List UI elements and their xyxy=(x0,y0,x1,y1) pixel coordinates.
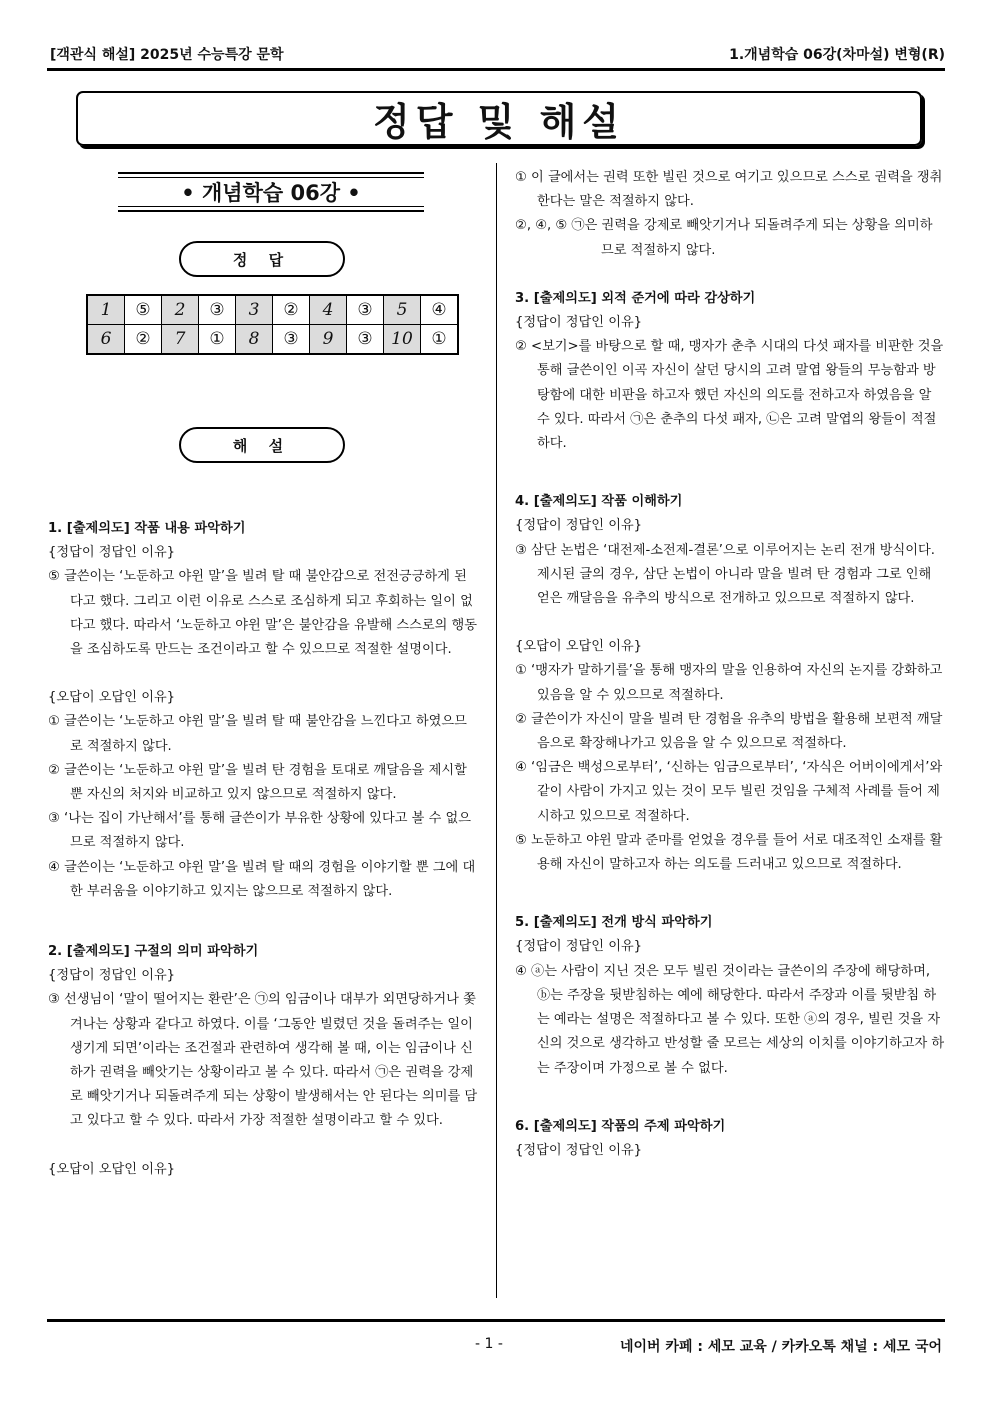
question-number: 2 xyxy=(162,295,199,325)
question-number: 1 xyxy=(87,295,125,325)
q4-correct-label: {정답이 정답인 이유} xyxy=(515,518,643,534)
q4-wrong-1: ① ‘맹자가 말하기를’을 통해 맹자의 말을 인용하여 자신의 논지를 강화하고 있음을 알 수 있으므로 적절하다. xyxy=(515,663,943,703)
q4-heading: 4. [출제의도] 작품 이해하기 xyxy=(515,494,683,510)
column-divider xyxy=(496,163,497,1298)
answer-value: ③ xyxy=(199,295,236,325)
q2-correct-3: ③ 선생님이 ‘말이 떨어지는 환란’은 ㉠의 임금이나 대부가 외면당하거나 쫓겨나는 상황과 같다고 하였다. 이를 ‘그동안 빌렸던 것을 돌려주는 일이 생기게 되면’이라는 조건절과 관련하여 생각해 볼 때, 이는 임금이나 신하가 권력을 빼앗기는 상황이라고 볼 수 있다. 따라서 ㉠은 권력을 강제로 빼앗기거나 되돌려주게 되는 상황이 발생해서는 안 된다는 의미를 담고 있다고 할 수 있다. 따라서 가장 적절한 설명이라고 할 수 있다. xyxy=(48,992,478,1129)
q2-wrong-label: {오답이 오답인 이유} xyxy=(48,1161,176,1177)
page-number: - 1 - xyxy=(475,1336,503,1352)
q4-correct-3: ③ 삼단 논법은 ‘대전제-소전제-결론’으로 이루어지는 논리 전개 방식이다. 제시된 글의 경우, 삼단 논법이 아니라 말을 빌려 탄 경험과 그로 인해 얻은 깨달음을 유추의 방식으로 전개하고 있으므로 적절하지 않다. xyxy=(515,542,935,607)
q4-wrong-2: ② 글쓴이가 자신이 말을 빌려 탄 경험을 유추의 방법을 활용해 보편적 깨달음으로 확장해나가고 있음을 알 수 있으므로 적절하다. xyxy=(515,711,943,752)
q1-wrong-label: {오답이 오답인 이유} xyxy=(48,690,176,706)
q2-wrong-245: ②, ④, ⑤ ㉠은 권력을 강제로 빼앗기거나 되돌려주게 되는 상황을 의미하므로 적절하지 않다. xyxy=(515,218,933,258)
q1-heading: 1. [출제의도] 작품 내용 파악하기 xyxy=(48,521,246,536)
q1-correct-5: ⑤ 글쓴이는 ‘노둔하고 야윈 말’을 빌려 탈 때 불안감으로 전전긍긍하게 된다고 했다. 그리고 이런 이유로 스스로 조심하게 되고 후회하는 일이 없다고 했다. 따라서 ‘노둔하고 야윈 말’은 불안감을 유발해 스스로의 행동을 조심하도록 만드는 조건이라고 할 수 있으므로 적절한 설명이다. xyxy=(48,569,477,658)
answer-value: ⑤ xyxy=(125,295,162,325)
q5-heading: 5. [출제의도] 전개 방식 파악하기 xyxy=(515,915,713,931)
explain-label: 해 설 xyxy=(179,427,345,463)
question-number: 7 xyxy=(162,325,199,355)
answer-row xyxy=(87,295,458,325)
q4-wrong-label: {오답이 오답인 이유} xyxy=(515,639,643,655)
q4-wrong-5: ⑤ 노둔하고 야윈 말과 준마를 얻었을 경우를 들어 서로 대조적인 소재를 활용해 자신이 말하고자 하는 의도를 드러내고 있으므로 적절하다. xyxy=(515,832,943,873)
answer-value: ③ xyxy=(347,295,384,325)
top-rule xyxy=(47,68,945,71)
q5-correct-4: ④ ⓐ는 사람이 지닌 것은 모두 빌린 것이라는 글쓴이의 주장에 해당하며, ⓑ는 주장을 뒷받침하는 예에 해당한다. 따라서 주장과 이를 뒷받침 하는 예라는 설명은 적절하다고 볼 수 있다. 또한 ⓐ의 경우, 빌린 것을 자신의 것으로 생각하고 반성할 줄 모르는 세상의 이치를 이야기하고자 하는 주장이며 가정으로 볼 수 없다. xyxy=(515,963,945,1076)
q1-wrong-3: ③ ‘나는 집이 가난해서’를 통해 글쓴이가 부유한 상황에 있다고 볼 수 없으므로 적절하지 않다. xyxy=(48,811,472,851)
q1-wrong-4: ④ 글쓴이는 ‘노둔하고 야윈 말’을 빌려 탈 때의 경험을 이야기할 뿐 그에 대한 부러움을 이야기하고 있지는 않으므로 적절하지 않다. xyxy=(48,859,476,899)
q3-correct-2: ② <보기>를 바탕으로 할 때, 맹자가 춘추 시대의 다섯 패자를 비판한 것을 통해 글쓴이인 이곡 자신이 살던 당시의 고려 말엽 왕들의 무능함과 방탕함에 대한 비판을 하고자 했던 자신의 의도를 전하고자 하였음을 알 수 있다. 따라서 ㉠은 춘추의 다섯 패자, ㉡은 고려 말엽의 왕들이 적절하다. xyxy=(515,339,944,452)
q6-heading: 6. [출제의도] 작품의 주제 파악하기 xyxy=(515,1118,726,1134)
answer-row xyxy=(87,325,458,355)
q6-correct-label: {정답이 정답인 이유} xyxy=(515,1142,643,1158)
title-box xyxy=(76,91,922,146)
answer-table xyxy=(86,294,459,355)
answer-value: ④ xyxy=(421,295,459,325)
left-column xyxy=(48,517,478,1182)
question-number: 5 xyxy=(384,295,421,325)
answer-value: ① xyxy=(421,325,459,355)
q3-heading: 3. [출제의도] 외적 준거에 따라 감상하기 xyxy=(515,290,756,306)
q3-correct-label: {정답이 정답인 이유} xyxy=(515,315,643,331)
footer-info: 네이버 카페 : 세모 교육 / 카카오톡 채널 : 세모 국어 xyxy=(619,1339,942,1355)
q2-wrong-1: ① 이 글에서는 권력 또한 빌린 것으로 여기고 있으므로 스스로 권력을 쟁취한다는 말은 적절하지 않다. xyxy=(515,170,943,210)
question-number: 10 xyxy=(384,325,421,355)
header-left: [객관식 해설] 2025년 수능특강 문학 xyxy=(50,47,284,63)
q1-correct-label: {정답이 정답인 이유} xyxy=(48,545,176,561)
right-column xyxy=(515,166,945,1163)
page-title: 정답 및 해설 xyxy=(373,100,625,144)
answer-value: ② xyxy=(125,325,162,355)
bottom-rule xyxy=(47,1319,945,1322)
lesson-title: • 개념학습 06강 • xyxy=(118,172,424,212)
q4-wrong-4: ④ ‘임금은 백성으로부터’, ‘신하는 임금으로부터’, ‘자식은 어버이에게서’와 같이 사람이 가지고 있는 것이 모두 빌린 것임을 구체적 사례를 들어 제시하고 있으므로 적절하다. xyxy=(515,760,943,824)
answer-label: 정 답 xyxy=(179,241,345,277)
answer-value: ③ xyxy=(347,325,384,355)
question-number: 4 xyxy=(310,295,347,325)
q2-correct-label: {정답이 정답인 이유} xyxy=(48,968,176,984)
answer-value: ③ xyxy=(273,325,310,355)
question-number: 3 xyxy=(236,295,273,325)
q2-heading: 2. [출제의도] 구절의 의미 파악하기 xyxy=(48,944,259,960)
q1-wrong-1: ① 글쓴이는 ‘노둔하고 야윈 말’을 빌려 탈 때 불안감을 느낀다고 하였으므로 적절하지 않다. xyxy=(48,714,467,754)
question-number: 9 xyxy=(310,325,347,355)
question-number: 6 xyxy=(87,325,125,355)
answer-value: ① xyxy=(199,325,236,355)
answer-value: ② xyxy=(273,295,310,325)
header-right: 1.개념학습 06강(차마설) 변형(R) xyxy=(729,47,945,63)
q5-correct-label: {정답이 정답인 이유} xyxy=(515,939,643,955)
question-number: 8 xyxy=(236,325,273,355)
q1-wrong-2: ② 글쓴이는 ‘노둔하고 야윈 말’을 빌려 탄 경험을 토대로 깨달음을 제시할 뿐 자신의 처지와 비교하고 있지 않으므로 적절하지 않다. xyxy=(48,762,467,803)
